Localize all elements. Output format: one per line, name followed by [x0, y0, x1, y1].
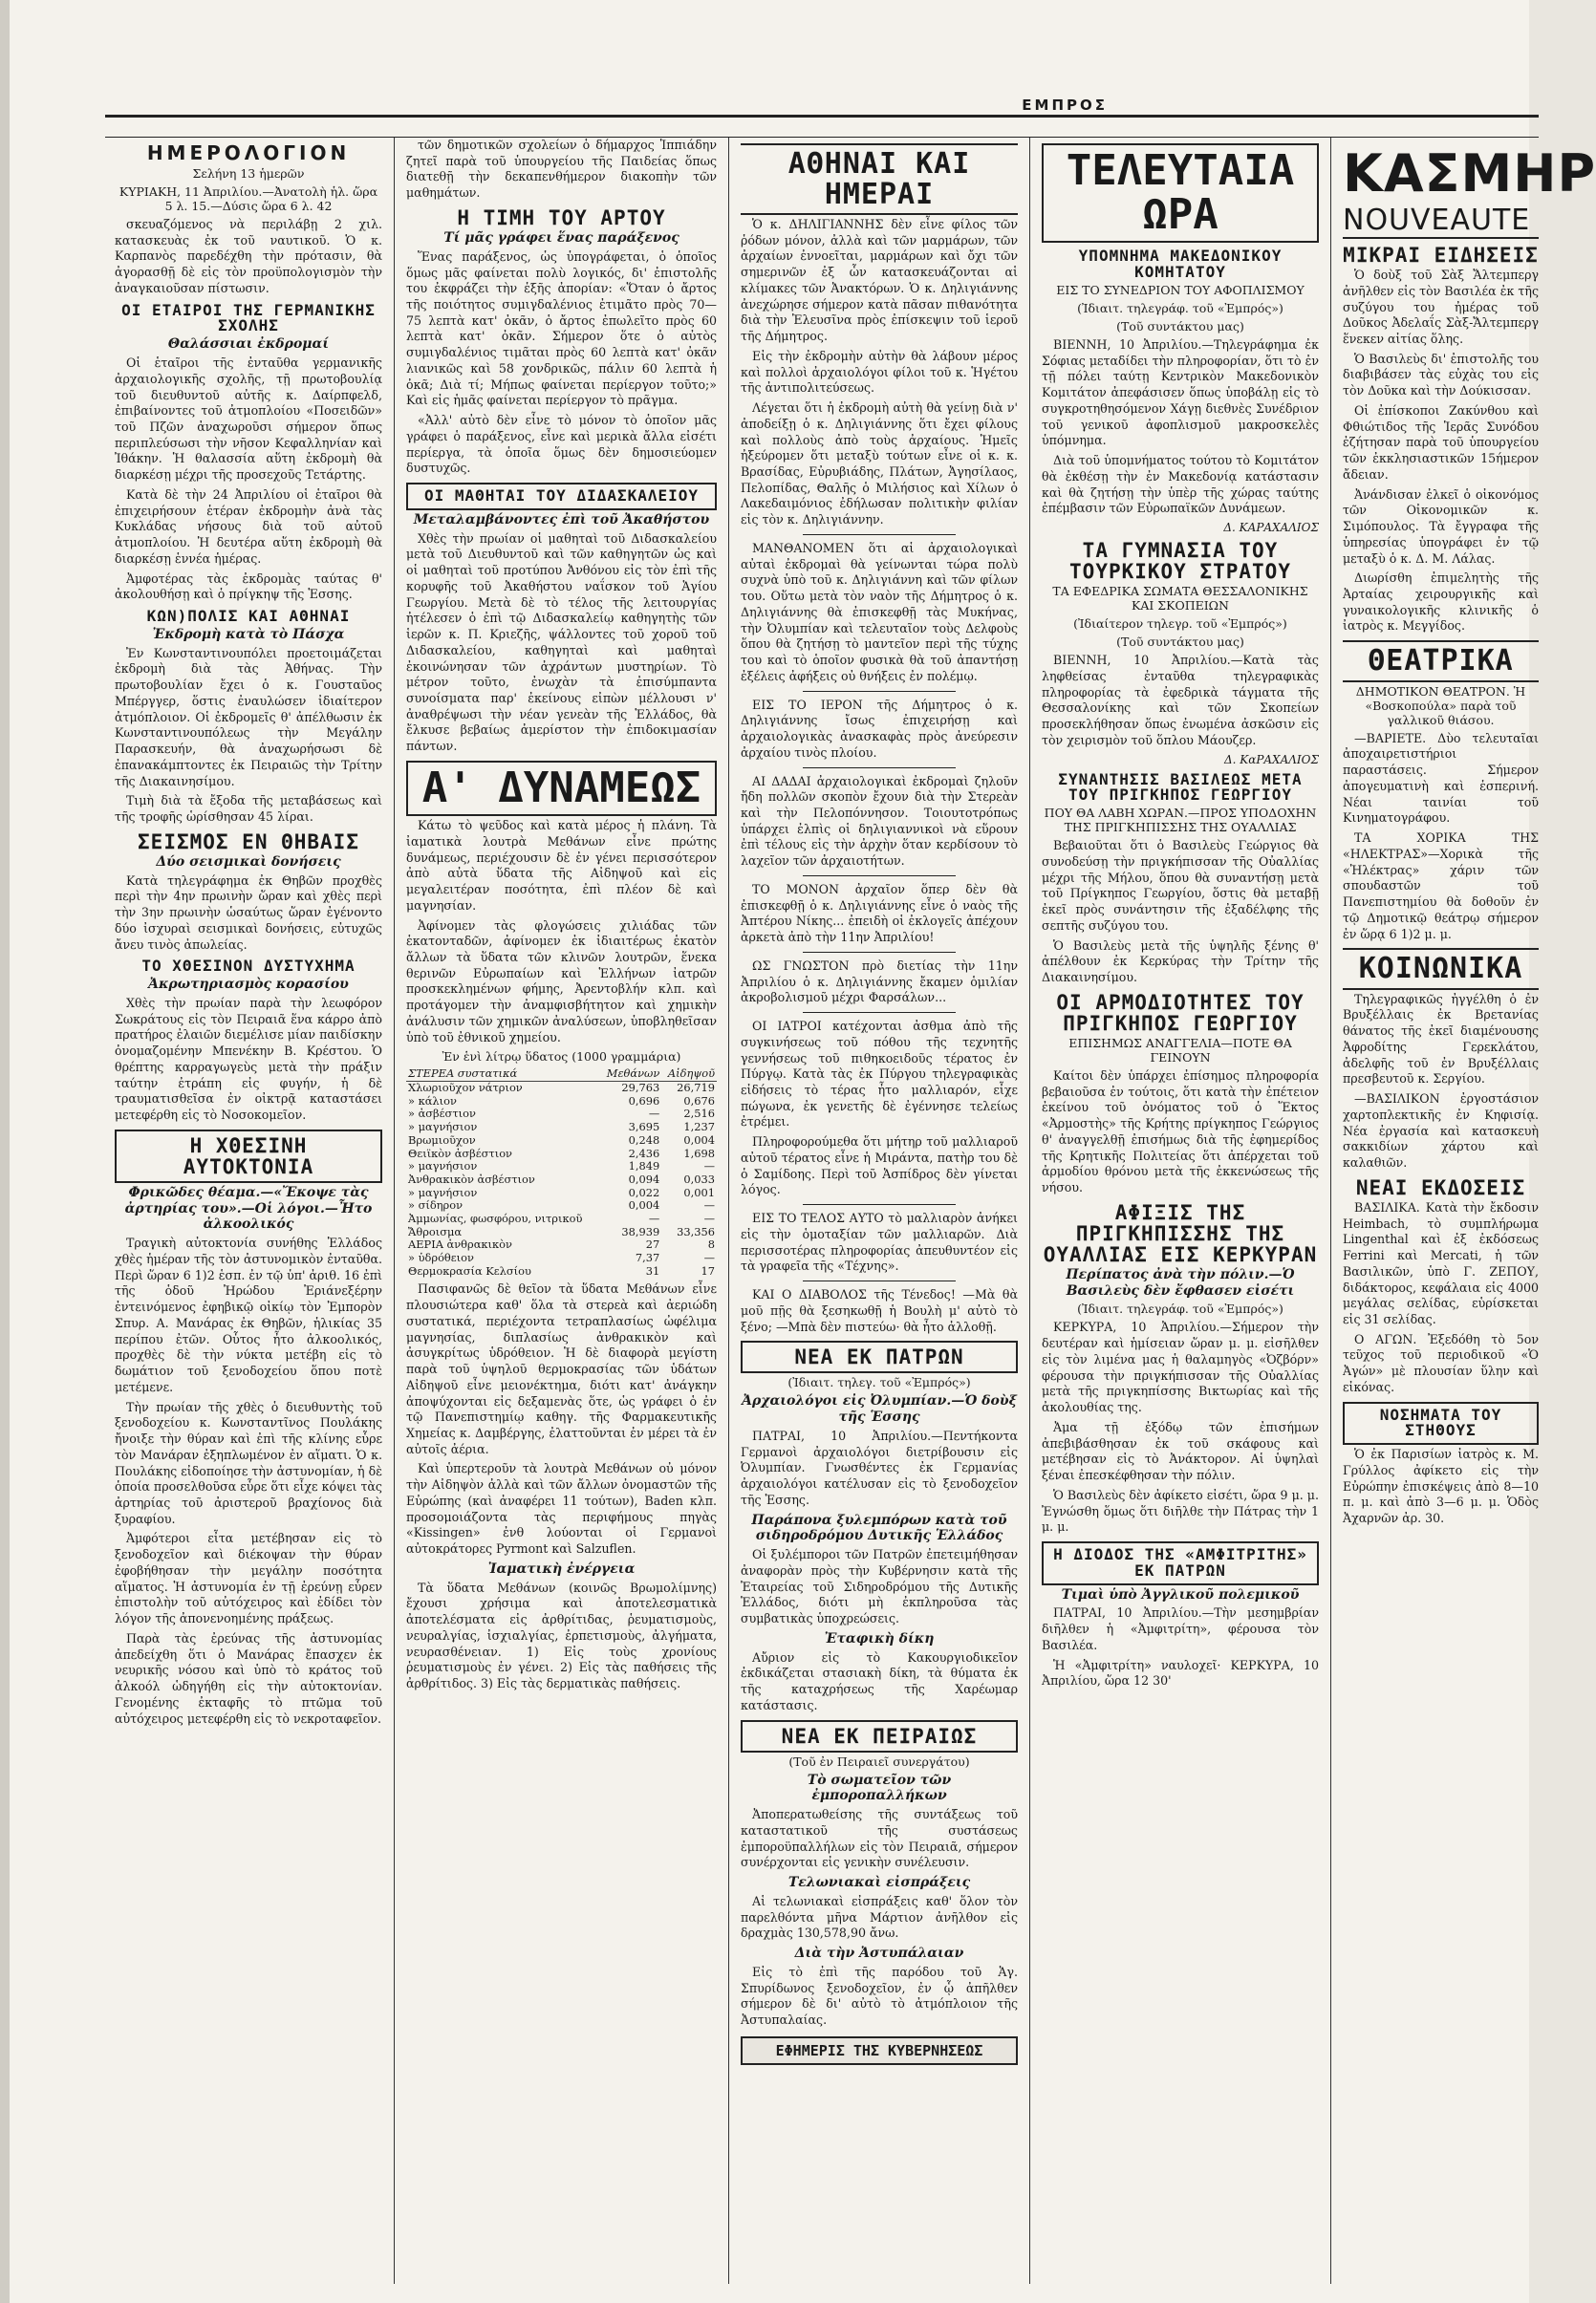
column-athens-days: [731, 138, 1027, 2284]
article-text: Τὰ ὕδατα Μεθάνων (κοινῶς Βρωμολίμνης) ἔχουσι χρήσιμα καὶ ἀποτελεσματικὰ ἀποτελέσματα εἰς ἀρθρίτιδας, ῥευματισμοὺς, νευραλγίας, ἰσχιαλγίας, ἐρπετισμοὺς, ἀλγήματα, νευρασθένειαν. 1) Εἰς τοὺς χρονίους ῥευματισμοὺς ἐν γένει. 2) Εἰς τὰς παθήσεις τῆς ἀρθρίτιδος. 3) Εἰς τὰς δερματικὰς παθήσεις.: [406, 1580, 717, 1691]
article-text: τῶν δημοτικῶν σχολείων ὁ δήμαρχος Ἱππιάδην ζητεῖ παρὰ τοῦ ὑπουργείου τῆς Παιδείας ὅπως διατεθῇ τὴν δεκαπενθήμερον διακοπὴν τῶν μαθημάτων.: [406, 138, 717, 201]
article-text: ΟΙ ΙΑΤΡΟΙ κατέχονται ἀσθμα ἀπὸ τῆς συγκινήσεως τοῦ πόθου τῆς τεχνητῆς γεννήσεως τοῦ πιθηκοειδοῦς τέρατος ἐν Πύργῳ. Κατὰ τὰς ἐκ Πύργου τηλεγραφικὰς εἰδήσεις τὸ τέρας ἦτο μαλλιαρόν, εἶχε πώγωνα, ἐκ γενετῆς δὲ ἐγέννησε τελείως ἐτρέμει.: [741, 1019, 1018, 1130]
article-text: ΤΟ ΜΟΝΟΝ ἀρχαῖον ὅπερ δὲν θὰ ἐπισκεφθῇ ὁ κ. Δηλιγιάννης εἶνε ὁ ναὸς τῆς Ἀπτέρου Νίκης... ἐπειδὴ οἱ ἐκλογεῖς ἀπέχουν ἀρκετὰ ἀπὸ τὴν 11ην Ἀπριλίου!: [741, 881, 1018, 945]
headline-king-meeting: ΣΥΝΑΝΤΗΣΙΣ ΒΑΣΙΛΕΩΣ ΜΕΤΑ ΤΟΥ ΠΡΙΓΚΗΠΟΣ ΓΕΩΡΓΙΟΥ: [1058, 769, 1303, 805]
table-header: Αἰδηψοῦ: [661, 1067, 717, 1081]
table-cell: 1,237: [683, 1120, 715, 1134]
sunrise-sunset: ΚΥΡΙΑΚΗ, 11 Ἀπριλίου.—Ἀνατολὴ ἡλ. ὥρα 5 λ. 15.—Δύσις ὥρα 6 λ. 42: [119, 184, 378, 213]
table-cell: ΑΕΡΙΑ ἀνθρακικὸν: [408, 1238, 512, 1252]
article-text: Ἡ «Ἀμφιτρίτη» ναυλοχεῖ· ΚΕΡΚΥΡΑ, 10 Ἀπριλίου, ὥρα 12 30': [1042, 1657, 1319, 1689]
table-row: [406, 1134, 717, 1148]
table-cell: » σίδηρον: [408, 1198, 463, 1213]
article-text: Οἱ ἑταῖροι τῆς ἐνταῦθα γερμανικῆς ἀρχαιολογικῆς σχολῆς, τῇ πρωτοβουλίᾳ τοῦ διευθυντοῦ αὐτῆς κ. Δαίρπφελδ, ἐπιβαίνοντες τοῦ ἀτμοπλοίου «Ποσειδῶν» τοῦ Πζῶν ἀναχωροῦσι σήμερον ὅπως περιπλεύσωσι τὴν νῆσον Κεφαλληνίαν καὶ Ἰθάκην. Ἡ θαλασσία αὕτη ἐκδρομὴ θὰ διαρκέσῃ μέχρι τῆς προσεχοῦς Τετάρτης.: [115, 355, 382, 483]
masthead-title: ΕΜΠΡΟΣ: [1016, 97, 1113, 114]
divider: [803, 767, 956, 768]
byline: ΔΗΜΟΤΙΚΟΝ ΘΕΑΤΡΟΝ. Ἡ «Βοσκοπούλα» παρὰ τοῦ γαλλικοῦ θιάσου.: [1355, 683, 1526, 727]
headline-first-strength: Α' ΔΥΝΑΜΕΩΣ: [406, 761, 717, 816]
table-cell: 1,849: [628, 1159, 660, 1173]
article-text: Παρὰ τὰς ἐρεύνας τῆς ἀστυνομίας ἀπεδείχθη ὅτι ὁ Μανάρας ἔπασχεν ἐκ νευρικῆς νόσου καὶ ὑπὸ τὸ κράτος τοῦ ἀλκοόλ ὡδηγήθη εἰς τὴν αὐτοκτονίαν. Γενομένης ἐκταφῆς τὸ πτῶμα τοῦ αὐτόχειρος μετεφέρθη εἰς τὸ νεκροταφεῖον.: [115, 1630, 382, 1726]
table-caption: Ἐν ἑνὶ λίτρῳ ὕδατος (1000 γραμμάρια): [442, 1049, 681, 1065]
table-header-row: [406, 1067, 717, 1081]
table-row: [406, 1187, 717, 1200]
headline-earthquake: ΣΕΙΣΜΟΣ ΕΝ ΘΗΒΑΙΣ: [138, 829, 359, 853]
table-cell: » μαγνήσιον: [408, 1185, 478, 1199]
article-text: ΕΙΣ ΤΟ ΤΕΛΟΣ ΑΥΤΟ τὸ μαλλιαρὸν ἀνήκει εἰς τὴν ὁμοταξίαν τῶν μαλλιαρῶν. Διὰ περισσοτέρας πληροφορίας ἀπευθυντέον εἰς τὰ γραφεῖα τῆς «Τέχνης».: [741, 1211, 1018, 1274]
divider: [803, 534, 956, 535]
article-text: Πασιφανῶς δὲ θεῖον τὰ ὕδατα Μεθάνων εἶνε πλουσιώτερα καθ' ὅλα τὰ στερεὰ καὶ ἀεριώδη συστατικά, περιέχοντα τετραπλασίως ὠφέλιμα μαγνησίας, διπλασίως ἀνθρακικὸν καὶ ἀσυγκρίτως ὑδρόθειον. Ἡ δὲ διαφορὰ μεγίστη παρὰ τοῦ ὑψηλοῦ θερμοκρασίας τῶν ὑδάτων Αἰδηψοῦ εἶνε μειονέκτημα, διότι κατ' ἀνάγκην ἀποψύχονται εἰς δεξαμενὰς ὅτε, ὡς γράφει ὁ ἐν τῷ Πανεπιστημίῳ καθηγ. τῆς Φαρμακευτικῆς Χημείας κ. Δαμβέργης, ἐλαττοῦνται ἐν μέρει τὰ ἐν αὐτοῖς ἀέρια.: [406, 1281, 717, 1456]
table-row: [406, 1173, 717, 1187]
table-cell: —: [703, 1211, 715, 1225]
article-text: Οἱ ξυλέμποροι τῶν Πατρῶν ἐπετειμήθησαν ἀναφορὰν πρὸς τὴν Κυβέρνησιν κατὰ τῆς Ἐταιρείας τοῦ Σιδηροδρόμου τῆς Δυτικῆς Ἑλλάδος, διότι μὴ ἐκπληροῦσα τὰς συμβατικὰς ὑποχρεώσεις.: [741, 1547, 1018, 1626]
article-text: —ΒΑΡΙΕΤΕ. Δὺο τελευταῖαι ἀποχαιρετιστήριοι παραστάσεις. Σήμερον ἀπογευματινὴ καὶ ἑσπερινή. Νέαι ταινίαι τοῦ Κινηματογράφου.: [1343, 730, 1539, 826]
table-cell: Ἀμμωνίας, φωσφόρου, νιτρικοῦ: [408, 1211, 583, 1225]
column-short-news: [1333, 138, 1596, 2284]
article-text: Ἕνας παράξενος, ὡς ὑπογράφεται, ὁ ὁποῖος ὅμως μᾶς φαίνεται πολὺ λογικός, δι' ἐπιστολῆς του ἐκφράζει τὴν ἑξῆς ἀπορίαν: «Ὅταν ὁ ἄρτος τῆς ποιότητος συμιγδαλένιος ἐτιμᾶτο πρὸς 70—75 λεπτὰ κατ' ὀκᾶν, ὁ ἄρτος ἐπωλεῖτο πρὸς 60 λεπτὰ κατ' ὀκᾶν. Σήμερον ὅτε ὁ αὐτὸς συμιγδαλένιος τιμᾶται πρὸς 60 λεπτὰ κατ' ὀκᾶν λιανικῶς καὶ 58 χονδρικῶς, πάλιν 60 λεπτὰ ἡ ὀκᾶ; Διὰ τί; Μήπως φαίνεται περίεργον τοῦτο;» Καὶ εἰς ἡμᾶς φαίνεται περίεργον τὸ πρᾶγμα.: [406, 248, 717, 408]
headline-new-editions: ΝΕΑΙ ΕΚΔΟΣΕΙΣ: [1355, 1175, 1526, 1199]
table-cell: » ἀσβέστιον: [408, 1107, 476, 1121]
headline-macedonian-memo: ΥΠΟΜΝΗΜΑ ΜΑΚΕΔΟΝΙΚΟΥ ΚΟΜΗΤΑΤΟΥ: [1078, 247, 1283, 282]
article-text: Ἀμφοτέρας τὰς ἐκδρομὰς ταύτας θ' ἀκολουθήσῃ καὶ ὁ πρίγκηψ τῆς Ἑσσης.: [115, 570, 382, 602]
article-text: ΤΑ ΧΟΡΙΚΑ ΤΗΣ «ΗΛΕΚΤΡΑΣ»—Χορικὰ τῆς «Ἠλέκτρας» χάριν τῶν σπουδαστῶν τοῦ Πανεπιστημίου θὰ δοθοῦν ἐν τῷ Δημοτικῷ θεάτρῳ σήμερον ἐν ὥρᾳ 6 1)2 μ. μ.: [1343, 830, 1539, 941]
headline-constantinople: ΚΩΝ)ΠΟΛΙΣ ΚΑΙ ΑΘΗΝΑΙ: [146, 607, 351, 626]
table-cell: 29,763: [621, 1081, 660, 1095]
article-text: Ὁ κ. ΔΗΛΙΓΙΑΝΝΗΣ δὲν εἶνε φίλος τῶν ῥόδων μόνον, ἀλλὰ καὶ τῶν μαρμάρων, τῶν ἀρχαίων ἐννοεῖται, μαρμάρων καὶ ὄχι τῶν σημερινῶν ἐξ ὧν κατασκευάζονται αἱ κλίμακες τῶν Ἀνακτόρων. Ὁ κ. Δηλιγιάννης ἀνεχώρησε σήμερον κατὰ πᾶσαν πιθανότητα διὰ τὴν Ἐλευσῖνα πρὸς ἐπίσκεψιν τοῦ ἱεροῦ τῆς Δήμητρος.: [741, 217, 1018, 344]
article-text: ΜΑΝΘΑΝΟΜΕΝ ὅτι αἱ ἀρχαιολογικαὶ αὐταὶ ἐκδρομαὶ θὰ γείνωνται τώρα πολὺ συχνὰ ὑπὸ τοῦ κ. Δηλιγιάννη καὶ τῶν φίλων του. Οὕτω μετὰ τὸν ναὸν τῆς Δήμητρος ὁ κ. Δηλιγιάννης θὰ ἐπισκεφθῇ τὰς Μυκήνας, τὴν Ὀλυμπίαν καὶ τελευταῖον τοὺς Δελφοὺς ὅπου θὰ ζητήσῃ τὸ μαντεῖον περὶ τῆς τύχης του καὶ τὸ ὁποῖον φυσικὰ θὰ τοῦ ἀπαντήσῃ ἐξέλεις ἀφήξεις οὐ θνήξεις ἐν πολέμῳ.: [741, 540, 1018, 683]
table-cell: 17: [701, 1263, 715, 1278]
moon-phase: Σελήνη 13 ἡμερῶν: [192, 166, 305, 181]
article-text: Καὶ ὑπερτεροῦν τὰ λουτρὰ Μεθάνων οὐ μόνον τὴν Αἰδηψὸν ἀλλὰ καὶ τῶν ἄλλων ὀνομαστῶν τῆς Εὐρώπης (καὶ ἀναφέρει 11 τούτων), Baden κλπ. προσομοιάζοντα τὰς περιφήμους πηγὰς «Kissingen» ἐνθ λούονται οἱ Γερμανοὶ αὐτοκράτορες Pyrmont καὶ Salzuflen.: [406, 1461, 717, 1557]
headline-amphitrite: Η ΔΙΟΔΟΣ ΤΗΣ «ΑΜΦΙΤΡΙΤΗΣ» ΕΚ ΠΑΤΡΩΝ: [1042, 1541, 1319, 1585]
table-cell: Θειϊκὸν ἀσβέστιον: [408, 1146, 512, 1160]
article-text: Ὁ Βασιλεὺς μετὰ τῆς ὑψηλῆς ξένης θ' ἀπέλθουν ἐκ Κερκύρας τὴν Τρίτην τῆς Διακαινησίμου.: [1042, 937, 1319, 985]
column-rule: [1330, 138, 1331, 2284]
table-row: [406, 1095, 717, 1108]
headline-accident: ΤΟ ΧΘΕΣΙΝΟΝ ΔΥΣΤΥΧΗΜΑ: [141, 957, 356, 976]
headline-turkish-drills: ΤΑ ΓΥΜΝΑΣΙΑ ΤΟΥ ΤΟΥΡΚΙΚΟΥ ΣΤΡΑΤΟΥ: [1069, 539, 1291, 584]
byline: (Τοῦ συντάκτου μας): [1116, 635, 1244, 650]
subheadline: Διὰ τὴν Ἀστυπάλαιαν: [794, 1946, 964, 1962]
byline: (Τοῦ ἐν Πειραιεῖ συνεργάτου): [788, 1754, 970, 1769]
table-cell: 0,004: [628, 1198, 660, 1213]
headline-last-hour: ΤΕΛΕΥΤΑΙΑ ΩΡΑ: [1042, 143, 1319, 243]
article-text: Εἰς τὸ ἐπὶ τῆς παρόδου τοῦ Ἁγ. Σπυρίδωνος ξενοδοχεῖον, ἐν ᾧ ἀπῆλθεν σήμερον δὲ δι' αὐτὸ τὸ ἀτμόπλοιον τῆς Ἀστυπαλαίας.: [741, 1964, 1018, 2028]
subheadline: Περίπατος ἀνὰ τὴν πόλιν.—Ὁ Βασιλεὺς δὲν ἔφθασεν εἰσέτι: [1066, 1266, 1295, 1299]
article-text: ΒΙΕΝΝΗ, 10 Ἀπριλίου.—Τηλεγράφημα ἐκ Σόφιας μεταδίδει τὴν πληροφορίαν, ὅτι τὸ ἐν τῇ πόλει ταύτῃ Κεντρικὸν Μακεδονικὸν Κομιτάτον ἀπεφάσισεν ὅπως ὑποβάλῃ εἰς τὸ συγκροτηθησόμενον Χάγῃ διεθνὲς Συνέδριον τοῦ γενικοῦ ἀφοπλισμοῦ μακροσκελὲς ὑπόμνημα.: [1042, 336, 1319, 448]
article-text: Χθὲς τὴν πρωίαν παρὰ τὴν λεωφόρον Σωκράτους εἰς τὸν Πειραιᾶ ἕνα κάρρο ἀπὸ πρατήρος ἐλαιῶν διεμέλισε μίαν παιδίσκην ὀνομαζομένην Μπενέκην Β. Κρέστου. Ὁ θρέπτης καρραγωγεὺς μετὰ τὴν πράξιν ταύτην ἐτράπη εἰς φυγήν, ἡ δὲ τραυματισθεῖσα ἐν οἰκτρᾷ καταστάσει μετεφέρθη εἰς τὸ Νοσοκομεῖον.: [115, 995, 382, 1122]
article-text: Τραγικὴ αὐτοκτονία συνήθης Ἑλλάδος χθὲς ἡμέραν τῆς τὸν ἀστυνομικὸν ἐνταῦθα. Περὶ ὥραν 6 1)2 ἑσπ. ἐν τῷ ὑπ' ἀριθ. 16 ἐπὶ τῆς ὁδοῦ Ἠρώδου Ἐριάνεξέρην ἐντεινόμενος ἐφηβικῷ οἰκίῳ τὸν Ἐμπορὸν Σπυρ. Α. Μανάρας ἐκ Θηβῶν, ἡλικίας 35 περίπου ἐτῶν. Οὗτος ἦτο ἀλκοολικός, προχθὲς δὲ τὴν νύκτα μετέβη εἰς τὸ δωμάτιον τοῦ ξενοδοχείου ὅπου ποτὲ μετέμενε.: [115, 1236, 382, 1394]
article-text: ΩΣ ΓΝΩΣΤΟΝ πρὸ διετίας τὴν 11ην Ἀπριλίου ὁ κ. Δηλιγιάννης ἔκαμεν ὁμιλίαν ἀκροβολισμοῦ μέχρι Φαρσάλων...: [741, 958, 1018, 1005]
table-cell: 0,033: [683, 1172, 715, 1186]
table-row: [406, 1238, 717, 1252]
table-row: [406, 1160, 717, 1173]
byline: ΤΑ ΕΦΕΔΡΙΚΑ ΣΩΜΑΤΑ ΘΕΣΣΑΛΟΝΙΚΗΣ ΚΑΙ ΣΚΟΠΕΙΩΝ: [1052, 584, 1308, 613]
article-text: Ὁ ἐκ Παρισίων ἰατρὸς κ. Μ. Γρύλλος ἀφίκετο εἰς τὴν Εὐρώπην ἐπισκέψεις ἀπὸ 8—10 π. μ. καὶ ἀπὸ 3—6 μ. μ. Ὁδὸς Ἀχαρνῶν ἀρ. 30.: [1343, 1447, 1539, 1526]
headline-suicide: Η ΧΘΕΣΙΝΗ ΑΥΤΟΚΤΟΝΙΑ: [115, 1130, 382, 1183]
article-text: ΚΑΙ Ο ΔΙΑΒΟΛΟΣ τῆς Τένεδος! —Μὰ θὰ μοῦ πῇς θὰ ξεσηκωθῇ ἡ Βουλὴ μ' αὐτὸ τὸ ξένο; —Μπὰ δὲν πιστεύω· θὰ ἦτο ἀλλοθῇ.: [741, 1287, 1018, 1334]
table-cell: 26,719: [677, 1081, 715, 1095]
table-cell: Ἄθροισμα: [408, 1224, 463, 1238]
article-text: Αἱ τελωνιακαὶ εἰσπράξεις καθ' ὅλον τὸν παρελθόντα μῆνα Μάρτιον ἀνῆλθον εἰς δραχμὰς 130,578,90 ἄνω.: [741, 1893, 1018, 1941]
article-text: Αὔριον εἰς τὸ Κακουργιοδικεῖον ἐκδικάζεται στασιακὴ δίκη, τὰ θύματα ἐκ τῆς καταχρήσεως τῆς Χαρέωμαρ κατάστασις.: [741, 1649, 1018, 1712]
table-row: [406, 1108, 717, 1121]
article-text: Διὰ τοῦ ὑπομνήματος τούτου τὸ Κομιτάτον θὰ ἐκθέσῃ τὴν ἐν Μακεδονίᾳ κατάστασιν καὶ θὰ ζητήσῃ τὴν ὑπὲρ τῆς χώρας ταύτης ἐπέμβασιν τῶν Εὐρωπαϊκῶν Δυνάμεων.: [1042, 453, 1319, 516]
headline-patras-news: ΝΕΑ ΕΚ ΠΑΤΡΩΝ: [741, 1341, 1018, 1373]
table-cell: 0,696: [628, 1093, 660, 1108]
byline: (Ἰδιαιτ. τηλεγ. τοῦ «Ἐμπρός»): [787, 1375, 971, 1390]
signature: Δ. ΚαΡΑΧΑΛΙΟΣ: [1223, 752, 1319, 766]
divider: [803, 691, 956, 692]
article-text: Λέγεται ὅτι ἡ ἐκδρομὴ αὐτὴ θὰ γείνῃ διὰ ν' ἀποδείξῃ ὁ κ. Δηλιγιάννης ὅτι ἔχει φίλους καὶ πολλοὺς ἀπὸ τοὺς ἀρχαίους. Ἡμεῖς ἠξεύρομεν ὅτι μεταξὺ τούτων εἶνε οἱ κ. κ. Βρασίδας, Εὐρυβιάδης, Πλάτων, Ἀγησίλαος, Πελοπίδας, Θαλῆς ὁ Μιλήσιος καὶ Χίλων ὁ Λακεδαιμόνιος ἐδήλωσαν πολιτικὴν φιλίαν εἰς τὸν κ. Δηλιγιάννην.: [741, 400, 1018, 527]
table-cell: —: [648, 1107, 660, 1121]
table-cell: 2,516: [683, 1107, 715, 1121]
advert-title: ΚΑΣΜΗΡ: [1343, 143, 1596, 204]
headline-piraeus-news: ΝΕΑ ΕΚ ΠΕΙΡΑΙΩΣ: [741, 1720, 1018, 1753]
water-analysis-table: [406, 1067, 717, 1278]
article-text: Ἀποπερατωθείσης τῆς συντάξεως τοῦ καταστατικοῦ τῆς συστάσεως ἐμποροϋπαλλήλων εἰς τὸν Πειραιᾶ, σήμερον συνέρχονται εἰς γενικὴν συνέλευσιν.: [741, 1807, 1018, 1870]
article-text: ΠΑΤΡΑΙ, 10 Ἀπριλίου.—Τὴν μεσημβρίαν διῆλθεν ἡ «Ἀμφιτρίτη», φέρουσα τὸν Βασιλέα.: [1042, 1605, 1319, 1652]
byline: (Ἰδιαιτ. τηλεγράφ. τοῦ «Ἐμπρός»): [1077, 1302, 1283, 1317]
subheadline: Ἀρχαιολόγοι εἰς Ὀλυμπίαν.—Ὁ δοὺξ τῆς Ἑσσης: [742, 1393, 1017, 1426]
table-cell: Θερμοκρασία Κελσίου: [408, 1263, 531, 1278]
table-header: ΣΤΕΡΕΑ συστατικά: [406, 1067, 600, 1081]
article-text: Τιμὴ διὰ τὰ ἔξοδα τῆς μεταβάσεως καὶ τῆς τροφῆς ὡρίσθησαν 45 λίραι.: [115, 793, 382, 825]
table-cell: » μαγνήσιον: [408, 1120, 478, 1134]
article-text: ΕΙΣ ΤΟ ΙΕΡΟΝ τῆς Δήμητρος ὁ κ. Δηλιγιάννης ἴσως ἐπιχειρήσῃ καὶ ἀρχαιολογικὰς ἀνασκαφὰς πρὸς ἀνεύρεσιν ἀρχαίου τινὸς πλοίου.: [741, 697, 1018, 760]
byline: ΕΠΙΣΗΜΩΣ ΑΝΑΓΓΕΛΙΑ—ΠΟΤΕ ΘΑ ΓΕΙΝΟΥΝ: [1068, 1035, 1292, 1065]
headline-short-news: ΜΙΚΡΑΙ ΕΙΔΗΣΕΙΣ: [1343, 244, 1539, 267]
column-calendar: [105, 138, 392, 2284]
byline: (Τοῦ συντάκτου μας): [1116, 318, 1244, 334]
article-text: ΑΙ ΔΑΔΑΙ ἀρχαιολογικαὶ ἐκδρομαὶ ζηλοῦν ἤδη πολλῶν σκοπὸν ἔχουν διὰ τὴν Στερεὰν καὶ τὴν Πελοπόννησον. Τοιουτοτρόπως ὑπάρχει ἐλπὶς οἱ δηλιγιαννικοὶ νὰ εὕρουν ἐπὶ τέλους εἰς τὴν ἀρχὴν ὅταν κερδίσουν τὸ λαχεῖον τῶν ἀρχαιοτήτων.: [741, 773, 1018, 869]
headline-teachers-college: ΟΙ ΜΑΘΗΤΑΙ ΤΟΥ ΔΙΔΑΣΚΑΛΕΙΟΥ: [406, 483, 717, 510]
subheadline: Δύο σεισμικαὶ δονήσεις: [156, 853, 341, 870]
article-text: Ἐν Κωνσταντινουπόλει προετοιμάζεται ἐκδρομὴ διὰ τὰς Ἀθήνας. Τὴν πρωτοβουλίαν ἔχει ὁ κ. Γουσταῦος Μπέργγερ, ὅστις ἐναυλώσεν ἰδιαίτερον ἀτμόπλοιον. Οἱ ἐκδρομεῖς θ' ἀπέλθωσιν ἐκ Κωνσταντινουπόλεως τὴν Μεγάλην Παρασκευήν, θὰ ἀναχωρήσωσι δὲ ἐπανακάμπτοντες ἐκ Πειραιῶς τὴν Τρίτην τῆς Διακαινησίμου.: [115, 645, 382, 788]
table-cell: 38,939: [621, 1224, 660, 1238]
article-text: Ὁ Βασιλεὺς δι' ἐπιστολῆς του διαβιβάσεν τὰς εὐχὰς του εἰς τὸν Δοῦκα καὶ τὴν Δούκισσαν.: [1343, 351, 1539, 398]
article-text: Οἱ ἐπίσκοποι Ζακύνθου καὶ Φθιώτιδος τῆς Ἱερᾶς Συνόδου ἐζήτησαν παρὰ τοῦ ὑπουργείου τῶν ἐκκλησιαστικῶν 15ήμερον ἄδειαν.: [1343, 402, 1539, 482]
table-row: [406, 1082, 717, 1095]
headline-social: ΚΟΙΝΩΝΙΚΑ: [1343, 948, 1539, 990]
table-cell: —: [648, 1211, 660, 1225]
subheadline: Ἐταφικὴ δίκη: [824, 1630, 935, 1647]
article-text: Ἀνάνδισαν ἐλκεῖ ὁ οἰκονόμος τῶν Οἰκονομικῶν κ. Σιμόπουλος. Τὰ ἔγγραφα τῆς ὑπηρεσίας ὑπογράφει ἐν τῷ μεταξὺ ὁ κ. Δ. Μ. Λάλας.: [1343, 486, 1539, 566]
table-cell: » κάλιον: [408, 1093, 457, 1108]
table-cell: 1,698: [683, 1146, 715, 1160]
table-cell: Χλωριοῦχον νάτριον: [408, 1081, 523, 1095]
column-rule: [394, 138, 395, 2284]
article-text: Χθὲς τὴν πρωίαν οἱ μαθηταὶ τοῦ Διδασκαλείου μετὰ τοῦ Διευθυντοῦ καὶ τῶν καθηγητῶν ὡς καὶ οἱ μαθηταὶ τοῦ προτύπου Ἀνθόνου εἰς τὸν ἐπὶ τῆς κορυφῆς τοῦ Ἀκαθήστου ναΐσκον τοῦ Ἁγίου Γεωργίου. Μετὰ δὲ τὸ τέλος τῆς λειτουργίας ἠτέλεσεν ὁ ἐπὶ τῷ Διδασκαλείῳ καθηγητὴς τῶν ἱερῶν κ. Π. Κριεζῆς, ψάλλοντες τοῦ χοροῦ τοῦ Διδασκαλείου, καθηγηταὶ καὶ μαθηταὶ ἐκοινώνησαν τῶν ἀχράντων μυστηρίων. Τὸ μέτρον τοῦτο, ἐνωχὰν τὰ ἐπισύμπαντα συνοίσματα παρ' ἐκείνους εἰπὼν μέλλουσι ν' ἀναθρέψωσι τὴν νέαν γενεὰν τῆς Ἑλλάδος, θὰ ἔλκυσε βεβαίως ἀμερίστον τὴν ἐπιδοκιμασίαν πάντων.: [406, 530, 717, 754]
subheadline: Φρικῶδες θέαμα.—«Ἔκοψε τὰς ἀρτηρίας του».—Οἱ λόγοι.—Ἦτο ἀλκοολικός: [124, 1184, 373, 1233]
divider: [803, 875, 956, 876]
table-cell: 27: [645, 1238, 660, 1252]
byline: ΕΙΣ ΤΟ ΣΥΝΕΔΡΙΟΝ ΤΟΥ ΑΦΟΠΛΙΣΜΟΥ: [1056, 282, 1305, 297]
article-text: Ὁ δοὺξ τοῦ Σὰξ Ἄλτεμπεργ ἀνῆλθεν εἰς τὸν Βασιλέα ἐκ τῆς συζύγου του ἠμέρας τοῦ Δοῦκος Ἀδελαΐς Σὰξ-Ἄλτεμπεργ ἕνεκεν αἰτίας ὅλης.: [1343, 268, 1539, 346]
subheadline: Μεταλαμβάνοντες ἐπὶ τοῦ Ἀκαθήστου: [413, 511, 710, 527]
article-text: ΠΑΤΡΑΙ, 10 Ἀπριλίου.—Πεντήκοντα Γερμανοὶ ἀρχαιολόγοι διετρίβουσιν εἰς Ὀλυμπίαν. Γνωσθέντες ἐκ Γερμανίας ἀρχαιολόγοι κατέλυσαν εἰς τὸ ξενοδοχεῖον τῆς Ἑσσης.: [741, 1428, 1018, 1507]
advert-subtitle: NOUVEAUTE: [1343, 204, 1539, 239]
article-text: Ο ΑΓΩΝ. Ἐξεδόθη τὸ 5ον τεῦχος τοῦ περιοδικοῦ «Ὁ Ἀγών» μὲ πλουσίαν ὕλην καὶ εἰκόνας.: [1343, 1331, 1539, 1394]
article-text: ΒΑΣΙΛΙΚΑ. Κατὰ τὴν ἔκδοσιν Heimbach, τὸ συμπλήρωμα Lingenthal καὶ ἐξ ἐκδόσεως Ferrini καὶ Mercati, ἡ τῶν Βασιλικῶν, ὑπὸ Γ. ΖΕΠΟΥ, διδάκτορος, κεφάλαια εἰς 4000 μεγάλας σελίδας, εὑρίσκεται εἰς 31 σελίδας.: [1343, 1199, 1539, 1327]
table-cell: » ὑδρόθειον: [408, 1251, 474, 1265]
article-text: Κάτω τὸ ψεῦδος καὶ κατὰ μέρος ἡ πλάνη. Τὰ ἰαματικὰ λουτρὰ Μεθάνων εἶνε πρώτης δυνάμεως, περιέχουσιν δὲ ἐν γένει περισσότερον ἀπὸ αὐτὰ ὕδατα τῆς Αἰδηψοῦ καὶ εἰς μεγαλειτέραν ποσότητα, ἐπὶ πλέον δὲ καὶ μαγνησίαν.: [406, 818, 717, 913]
byline: ΠΟΥ ΘΑ ΛΑΒΗ ΧΩΡΑΝ.—ΠΡΟΣ ΥΠΟΔΟΧΗΝ ΤΗΣ ΠΡΙΓΚΗΠΙΣΣΗΣ ΤΗΣ ΟΥΑΛΛΙΑΣ: [1044, 806, 1317, 835]
table-cell: —: [703, 1159, 715, 1173]
table-header: Μεθάνων: [600, 1067, 662, 1081]
subheadline: Παράπονα ξυλεμπόρων κατὰ τοῦ σιδηροδρόμου Δυτικῆς Ἑλλάδος: [751, 1512, 1007, 1544]
headline-prince-george: ΟΙ ΑΡΜΟΔΙΟΤΗΤΕΣ ΤΟΥ ΠΡΙΓΚΗΠΟΣ ΓΕΩΡΓΙΟΥ: [1056, 990, 1305, 1035]
table-cell: —: [703, 1198, 715, 1213]
table-row: [406, 1148, 717, 1161]
article-text: Ἀμα τῇ ἐξόδῳ τῶν ἐπισήμων ἀπεβιβάσθησαν ἐκ τοῦ σκάφους καὶ μετέβησαν εἰς τὸ Ἀνάκτορον. Αἱ ὑψηλαὶ ξέναι ἐπεσκέφθησαν τὴν πόλιν.: [1042, 1419, 1319, 1483]
headline-bread-price: Η ΤΙΜΗ ΤΟΥ ΑΡΤΟΥ: [457, 205, 666, 229]
table-cell: 0,676: [683, 1093, 715, 1108]
article-text: Ὁ Βασιλεὺς δὲν ἀφίκετο εἰσέτι, ὥρα 9 μ. μ. Ἐγνώσθη ὅμως ὅτι διῆλθε τὴν Πάτρας τὴν 1 μ. μ.: [1042, 1487, 1319, 1535]
table-cell: —: [703, 1251, 715, 1265]
subheadline: Θαλάσσιαι ἐκδρομαί: [167, 336, 330, 353]
headline-theatre: ΘΕΑΤΡΙΚΑ: [1343, 640, 1539, 682]
table-cell: 2,436: [628, 1146, 660, 1160]
article-text: Τηλεγραφικῶς ἠγγέλθη ὁ ἐν Βρυξέλλαις ἐκ Βρετανίας θάνατος τῆς ἐκεῖ διαμένουσης Ἀφροδίτης Γερεκλάτου, ἀδελφῆς τοῦ ἐν Βρυξέλλαις πρεσβευτοῦ κ. Σεργίου.: [1343, 991, 1539, 1087]
signature: Δ. ΚΑΡΑΧΑΛΙΟΣ: [1223, 521, 1319, 535]
table-row: [406, 1199, 717, 1213]
divider: [803, 1012, 956, 1013]
subheadline: Τιμαὶ ὑπὸ Ἀγγλικοῦ πολεμικοῦ: [1061, 1586, 1300, 1603]
subheadline: Τὸ σωματεῖον τῶν ἐμποροπαλλήκων: [807, 1772, 952, 1804]
article-text: Κατὰ δὲ τὴν 24 Ἀπριλίου οἱ ἑταῖροι θὰ ἐπιχειρήσουν ἑτέραν ἐκδρομὴν ἀνὰ τὰς Κυκλάδας νήσους διὰ τοῦ αὐτοῦ ἀτμοπλοίου. Ἡ δευτέρα αὕτη ἐκδρομὴ θὰ διαρκέσῃ ἑννέα ἡμέρας.: [115, 486, 382, 566]
calendar-title: ΗΜΕΡΟΛΟΓΙΟΝ: [146, 141, 351, 164]
table-cell: 0,001: [683, 1185, 715, 1199]
table-cell: 3,695: [628, 1120, 660, 1134]
byline: (Ἰδιαιτ. τηλεγράφ. τοῦ «Ἐμπρός»): [1077, 300, 1283, 315]
article-text: Τὴν πρωίαν τῆς χθὲς ὁ διευθυντὴς τοῦ ξενοδοχείου κ. Κωνσταντῖνος Πουλάκης ἤνοιξε τὴν θύραν καὶ ἐπὶ τῆς κλίνης εὗρε τὸν Μανάραν ἐξηπλωμένον ἐν αἵματι. Ὁ κ. Πουλάκης εἰδοποίησε τὴν ἀστυνομίαν, ἡ δὲ ὁποία προσελθοῦσα εὗρε ὅτι εἶχε κόψει τὰς ἀρτηρίας τοῦ ἀριστεροῦ βραχίονος διὰ ξυραφίου.: [115, 1399, 382, 1526]
subheadline: Ἀκρωτηριασμὸς κορασίου: [148, 977, 349, 993]
headline-athens-and-days: ΑΘΗΝΑΙ ΚΑΙ ΗΜΕΡΑΙ: [741, 143, 1018, 215]
table-cell: 31: [645, 1263, 660, 1278]
article-text: Ἀμφότεροι εἶτα μετέβησαν εἰς τὸ ξενοδοχεῖον καὶ διέκοψαν τὴν θύραν ἐφοβήθησαν τὴν μεγάλην ποσότητα αἵματος. Ἡ ἀστυνομία ἐν τῇ ἐρεύνῃ εὗρεν ἐπιστολὴν τοῦ αὐτόχειρος καὶ ἐδίδει τὸν λόγον τῆς ἀπονενοημένης πράξεως.: [115, 1531, 382, 1626]
article-text: —ΒΑΣΙΛΙΚΟΝ ἐργοστάσιον χαρτοπλεκτικῆς ἐν Κηφισίᾳ. Νέα ἐργασία καὶ κατασκευὴ σακκιδίων χάρτου καὶ καλαθιῶν.: [1343, 1091, 1539, 1171]
article-text: Καίτοι δὲν ὑπάρχει ἐπίσημος πληροφορία βεβαιοῦσα ἐν τούτοις, ὅτι κατὰ τὴν ἐπέτειον ἐκείνου τοῦ ὀνόματος τοῦ ὁ Ἕκτος «Ἀρμοστὴς» τῆς Κρήτης πρίγκηπος Γεώργιος θ' ἀναγγελθῇ ἐπισήμως διὰ τῆς ἐφημερίδος τῆς Κρητικῆς Πολιτείας ὅτι ἀπέρχεται τοῦ ἀρμοδίου θρόνου μετὰ τῆς ἐκκενώσεως τῆς νήσου.: [1042, 1067, 1319, 1195]
article-text: Διωρίσθη ἐπιμελητὴς τῆς Ἀρταίας χειρουργικῆς καὶ γυναικολογικῆς κλινικῆς ὁ ἰατρὸς κ. Μεγγίδος.: [1343, 570, 1539, 634]
headline-chest-diseases: ΝΟΣΗΜΑΤΑ ΤΟΥ ΣΤΗΘΟΥΣ: [1343, 1402, 1539, 1446]
divider: [803, 952, 956, 953]
headline-government-gazette: ΕΦΗΜΕΡΙΣ ΤΗΣ ΚΥΒΕΡΝΗΣΕΩΣ: [741, 2036, 1018, 2065]
subheadline: Τί μᾶς γράφει ἕνας παράξενος: [443, 229, 679, 246]
table-row: [406, 1226, 717, 1239]
article-text: ΒΙΕΝΝΗ, 10 Ἀπριλίου.—Κατὰ τὰς ληφθείσας ἐνταῦθα τηλεγραφικὰς πληροφορίας τὰ ἐφεδρικὰ τάγματα τῆς Θεσσαλονίκης καὶ τῶν Σκοπείων προσεκλήθησαν ὅπως ἐνωμένα ἀσκῶσιν εἰς τὸν χειρισμὸν τοῦ ὅπλου Μάουζερ.: [1042, 653, 1319, 747]
article-text: Βεβαιοῦται ὅτι ὁ Βασιλεὺς Γεώργιος θὰ συνοδεύσῃ τὴν πριγκήπισσαν τῆς Οὐαλλίας μέχρι τῆς Μήλου, ὅπου θὰ συναντήσῃ μετὰ τοῦ Πρίγκηπος Γεωργίου, ὅστις θὰ μεταβῇ ἐκεῖ πρὸς συνάντησιν τῆς ἐξαδέλφης τῆς σεπτῆς συζύγου του.: [1042, 838, 1319, 933]
headline-princess-arrival: ΑΦΙΞΙΣ ΤΗΣ ΠΡΙΓΚΗΠΙΣΣΗΣ ΤΗΣ ΟΥΑΛΛΙΑΣ ΕΙΣ ΚΕΡΚΥΡΑΝ: [1043, 1200, 1318, 1266]
article-text: σκευαζόμενος νὰ περιλάβῃ 2 χιλ. κατασκευὰς ἐκ τοῦ ναυτικοῦ. Ὁ κ. Καρπανὸς παρεδέχθη τὴν πρότασιν, θὰ ἀγορασθῇ δὲ εἰς τὸν προϋπολογισμὸν τὴν ἀναγκαιοῦσαν πίστωσιν.: [115, 217, 382, 295]
subheadline: Ἰαματικὴ ἐνέργεια: [487, 1560, 636, 1577]
article-text: ΚΕΡΚΥΡΑ, 10 Ἀπριλίου.—Σήμερον τὴν δευτέραν καὶ ἡμίσειαν ὥραν μ. μ. εἰσῆλθεν εἰς τὸν λιμένα μας ἡ θαλαμηγὸς «Ὀζβόρν» φέρουσα τὴν πριγκήπισσαν τῆς Οὐαλλίας μετὰ τῆς πριγκηπίσσης Βικτωρίας καὶ τῆς ἀκολουθίας της.: [1042, 1320, 1319, 1415]
column-last-hour: [1032, 138, 1328, 2284]
table-cell: 0,004: [683, 1132, 715, 1147]
column-rule: [728, 138, 729, 2284]
subheadline: Ἐκδρομὴ κατὰ τὸ Πάσχα: [152, 626, 345, 642]
headline-german-school: ΟΙ ΕΤΑΙΡΟΙ ΤΗΣ ΓΕΡΜΑΝΙΚΗΣ ΣΧΟΛΗΣ: [121, 300, 376, 335]
table-cell: 0,022: [628, 1185, 660, 1199]
subheadline: Τελωνιακαὶ εἰσπράξεις: [787, 1875, 971, 1891]
article-text: Εἰς τὴν ἐκδρομὴν αὐτὴν θὰ λάβουν μέρος καὶ πολλοὶ ἀρχαιολόγοι φίλοι τοῦ κ. Ἡγέτου τῆς ἀντιπολιτεύσεως.: [741, 348, 1018, 396]
table-cell: 33,356: [677, 1224, 715, 1238]
table-row: [406, 1252, 717, 1265]
table-cell: 0,094: [628, 1172, 660, 1186]
column-news: [397, 138, 726, 2284]
table-cell: Ἀνθρακικὸν ἀσβέστιον: [408, 1172, 535, 1186]
article-text: «Ἀλλ' αὐτὸ δὲν εἶνε τὸ μόνον τὸ ὁποῖον μᾶς γράφει ὁ παράξενος, εἶνε καὶ μερικὰ ἄλλα εἰσέτι περίεργα, τὰ ὁποῖα ὅμως δὲν δημοσιεύομεν δυστυχῶς.: [406, 413, 717, 476]
table-cell: 7,37: [635, 1251, 660, 1265]
article-text: Πληροφορούμεθα ὅτι μήτηρ τοῦ μαλλιαροῦ αὐτοῦ τέρατος εἶνε ἡ Μιράντα, πατὴρ του δὲ ὁ Σαμίδοης. Περὶ τοῦ Ἀσπίδρος δὲν γίνεται λόγος.: [741, 1134, 1018, 1197]
divider: [803, 1204, 956, 1205]
table-cell: Βρωμιοῦχον: [408, 1132, 476, 1147]
masthead-rule: [105, 97, 1539, 138]
table-cell: 0,248: [628, 1132, 660, 1147]
table-row: [406, 1213, 717, 1226]
column-rule: [1029, 138, 1030, 2284]
table-row: [406, 1121, 717, 1134]
byline: (Ἰδιαίτερον τηλεγρ. τοῦ «Ἐμπρός»): [1073, 616, 1287, 632]
table-cell: 8: [707, 1238, 715, 1252]
article-text: Ἀφίνομεν τὰς φλογώσεις χιλιάδας τῶν ἑκατονταδῶν, ἀφίνομεν ἐκ ἰδιαιτέρως ἑκατὸν ἄλλων τὰ ὕδατα τῶν κλινῶν λουτρῶν, ἕνεκα θερινῶν Εὐρωπαίων καὶ Ἑλλήνων ἰατρῶν προσκεκλημένων φήμης, Ἀρεντοβλήν κλπ. καὶ προτάγομεν τὴν ἀναμφισβήτητον καὶ χημικὴν ἀνάλυσιν τῶν χημικῶν ἀναλύσεων, ὑποβληθεῖσαν ὑπὸ τοῦ ἐθνικοῦ χημείου.: [406, 917, 717, 1044]
article-text: Κατὰ τηλεγράφημα ἐκ Θηβῶν προχθὲς περὶ τὴν 4ην πρωινὴν ὥραν καὶ χθὲς περὶ τὴν 3ην πρωινὴν ὡσαύτως ὥραν ἐγένοντο δύο ἰσχυραὶ σεισμικαὶ δονήσεις, εὐτυχῶς ἄνευ τινὸς ἀπωλείας.: [115, 872, 382, 952]
table-cell: » μαγνήσιον: [408, 1159, 478, 1173]
table-row: [406, 1265, 717, 1279]
